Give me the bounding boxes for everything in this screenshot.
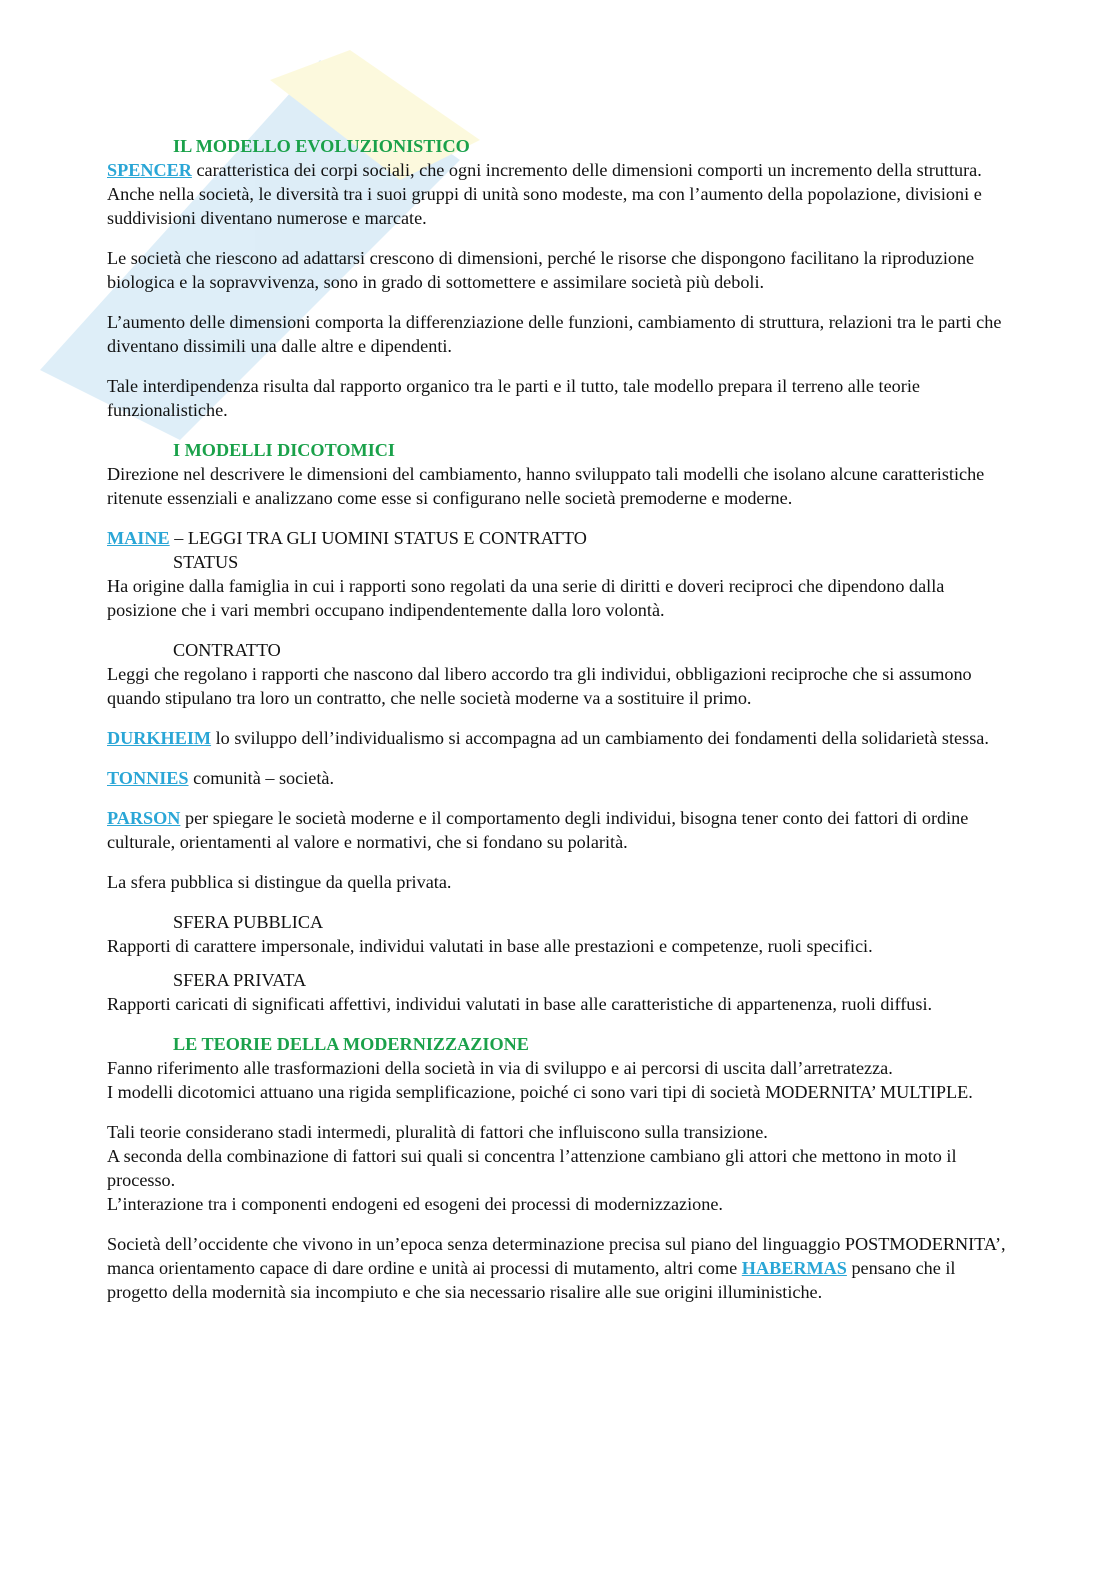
paragraph-parson <box>107 806 1007 854</box>
tonnies-text: comunità – società. <box>188 768 335 788</box>
label-sfera-privata: SFERA PRIVATA <box>173 970 307 990</box>
spencer-text: caratteristica dei corpi sociali, che ogni incremento delle dimensioni comporti un incremento della struttura. Anche nella società, le diversità tra i suoi gruppi di unità sono modeste, ma con l’aumento della popolazione, divisioni e suddivisioni diventano numerose e marcate. <box>107 160 982 228</box>
paragraph-sfera-intro: La sfera pubblica si distingue da quella privata. <box>107 872 452 892</box>
paragraph-dico-intro: Direzione nel descrivere le dimensioni del cambiamento, hanno sviluppato tali modelli che isolano alcune caratteristiche ritenute essenziali e analizzano come esse si configurano nelle società premoderne e moderne. <box>107 464 985 508</box>
heading-teorie-modernizzazione: LE TEORIE DELLA MODERNIZZAZIONE <box>173 1034 529 1054</box>
durkheim-text: lo sviluppo dell’individualismo si accompagna ad un cambiamento dei fondamenti della solidarietà stessa. <box>211 728 989 748</box>
paragraph-contratto: Leggi che regolano i rapporti che nascono dal libero accordo tra gli individui, obbligazioni reciproche che si assumono quando stipulano tra loro un contratto, che nelle società moderne va a sostituire il primo. <box>107 664 972 708</box>
paragraph-tonnies <box>107 766 1007 790</box>
moder-1-line1: Fanno riferimento alle trasformazioni della società in via di sviluppo e ai percorsi di uscita dall’arretratezza. <box>107 1058 893 1078</box>
label-contratto: CONTRATTO <box>173 640 281 660</box>
paragraph-sfera-privata: Rapporti caricati di significati affettivi, individui valutati in base alle caratteristiche di appartenenza, ruoli diffusi. <box>107 994 933 1014</box>
link-tonnies[interactable]: TONNIES <box>107 768 189 788</box>
paragraph-evol-3: L’aumento delle dimensioni comporta la differenziazione delle funzioni, cambiamento di struttura, relazioni tra le parti che diventano dissimili una dalle altre e dipendenti. <box>107 312 1002 356</box>
paragraph-sfera-pubblica: Rapporti di carattere impersonale, individui valutati in base alle prestazioni e competenze, ruoli specifici. <box>107 936 873 956</box>
document-page <box>107 134 1007 1320</box>
link-maine[interactable]: MAINE <box>107 528 170 548</box>
label-sfera-pubblica: SFERA PUBBLICA <box>173 912 324 932</box>
link-habermas[interactable]: HABERMAS <box>741 1258 847 1278</box>
heading-modello-evoluzionistico: IL MODELLO EVOLUZIONISTICO <box>173 136 470 156</box>
parson-text: per spiegare le società moderne e il comportamento degli individui, bisogna tener conto dei fattori di ordine culturale, orientamenti al valore e normativi, che si fondano su polarità. <box>107 808 969 852</box>
link-durkheim[interactable]: DURKHEIM <box>107 728 212 748</box>
paragraph-durkheim <box>107 726 1007 750</box>
label-status: STATUS <box>173 552 239 572</box>
paragraph-spencer <box>107 158 1007 230</box>
paragraph-evol-4: Tale interdipendenza risulta dal rapporto organico tra le parti e il tutto, tale modello prepara il terreno alle teorie funzionalistiche. <box>107 376 920 420</box>
heading-modelli-dicotomici: I MODELLI DICOTOMICI <box>173 440 395 460</box>
paragraph-moder-1 <box>107 1056 1007 1104</box>
moder-1-line2: I modelli dicotomici attuano una rigida semplificazione, poiché ci sono vari tipi di società MODERNITA’ MULTIPLE. <box>107 1082 973 1102</box>
paragraph-status: Ha origine dalla famiglia in cui i rapporti sono regolati da una serie di diritti e doveri reciproci che dipendono dalla posizione che i vari membri occupano indipendentemente dalla loro volontà. <box>107 576 945 620</box>
paragraph-moder-2 <box>107 1120 1007 1216</box>
link-parson[interactable]: PARSON <box>107 808 181 828</box>
paragraph-moder-3 <box>107 1232 1007 1304</box>
paragraph-maine <box>107 526 1007 550</box>
paragraph-evol-2: Le società che riescono ad adattarsi crescono di dimensioni, perché le risorse che dispongono facilitano la riproduzione biologica e la sopravvivenza, sono in grado di sottomettere e assimilare società più deboli. <box>107 248 975 292</box>
maine-text: – LEGGI TRA GLI UOMINI STATUS E CONTRATTO <box>169 528 587 548</box>
moder-2-line3: L’interazione tra i componenti endogeni ed esogeni dei processi di modernizzazione. <box>107 1194 723 1214</box>
moder-2-line1: Tali teorie considerano stadi intermedi, pluralità di fattori che influiscono sulla transizione. <box>107 1122 768 1142</box>
moder-2-line2: A seconda della combinazione di fattori sui quali si concentra l’attenzione cambiano gli attori che mettono in moto il processo. <box>107 1146 957 1190</box>
link-spencer[interactable]: SPENCER <box>107 160 192 180</box>
moder-3-text: Società dell’occidente che vivono in un’epoca senza determinazione precisa sul piano del linguaggio POSTMODERNITA’, manca orientamento capace di dare ordine e unità ai processi di mutamento, altri come <box>107 1234 1006 1278</box>
moder-3-end: pensano che il progetto della modernità sia incompiuto e che sia necessario risalire alle sue origini illuministiche. <box>107 1258 956 1302</box>
